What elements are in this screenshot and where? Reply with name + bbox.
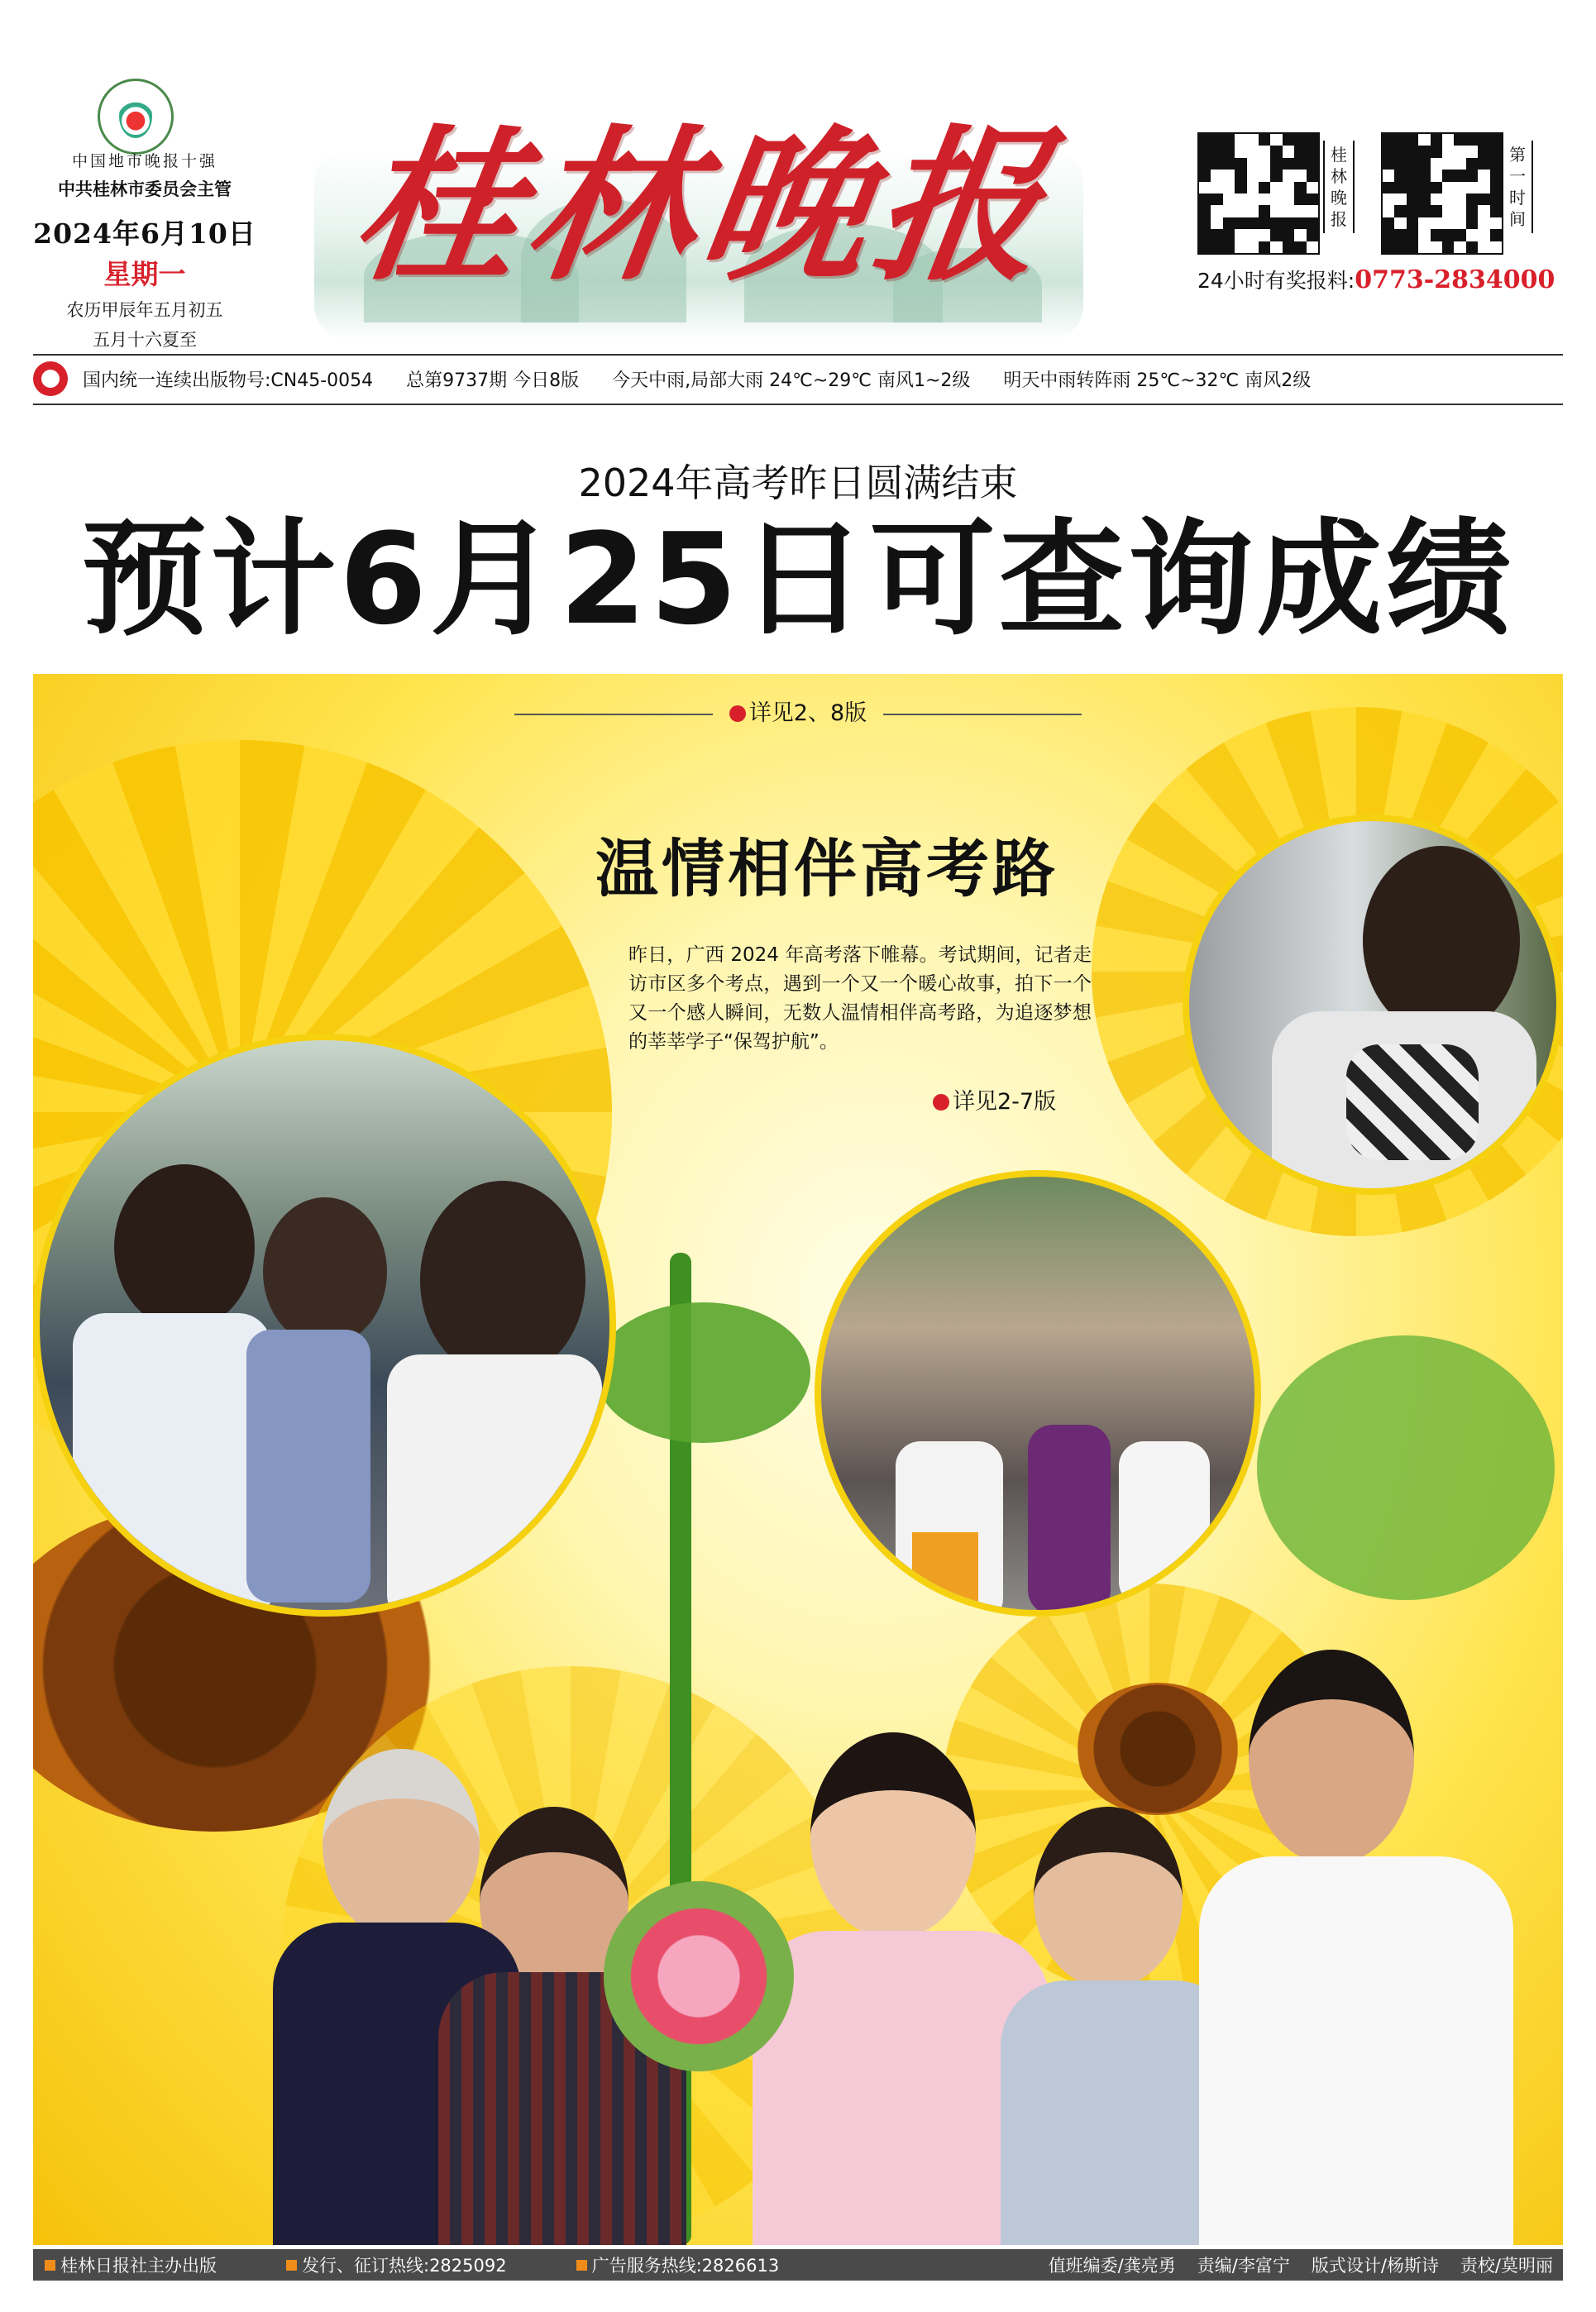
qr-code-icon[interactable] — [1197, 132, 1320, 255]
masthead-left-info — [33, 149, 256, 351]
lead-see-pages[interactable] — [0, 695, 1596, 727]
footer-square-icon — [45, 2260, 55, 2271]
newspaper-logo-icon — [33, 361, 68, 396]
info-bar — [33, 357, 1563, 400]
footer-ads: 广告服务热线:2826613 — [591, 2256, 780, 2276]
weekday: 星期一 — [103, 258, 186, 290]
qr-label-wanbao: 桂林晚报 — [1323, 141, 1355, 233]
lead-headline[interactable]: 预计6月25日可查询成绩 — [81, 506, 1515, 652]
tagline-top: 中国地市晚报十强 — [71, 152, 217, 170]
newspaper-title: 桂林晚报 — [342, 109, 1064, 303]
footer-bar — [33, 2249, 1563, 2281]
footer-proof: 责校/莫明丽 — [1460, 2256, 1553, 2276]
feature-see-pages-text: 详见2-7版 — [953, 1089, 1057, 1115]
issue-date: 2024年6月10日 — [33, 217, 256, 250]
solar-term: 五月十六夏至 — [93, 330, 197, 350]
hotline-label: 24小时有奖报料: — [1197, 269, 1355, 293]
footer-square-icon — [286, 2260, 297, 2271]
hotline-number: 0773-2834000 — [1355, 265, 1555, 294]
tagline-supervisor: 中共桂林市委员会主管 — [58, 179, 232, 199]
footer-editor: 责编/李富宁 — [1197, 2256, 1290, 2276]
feature-title[interactable]: 温情相伴高考路 — [595, 832, 1058, 905]
qr-code-icon[interactable] — [1381, 132, 1503, 255]
divider — [33, 404, 1563, 405]
footer-publisher: 桂林日报社主办出版 — [60, 2256, 217, 2276]
lead-kicker: 2024年高考昨日圆满结束 — [578, 461, 1018, 505]
footer-square-icon — [576, 2260, 587, 2271]
publication-number: 国内统一连续出版物号:CN45-0054 — [83, 370, 374, 391]
qr-label-first-time: 第一时间 — [1502, 141, 1533, 233]
bullet-dot-icon — [933, 1094, 949, 1111]
feature-photo-collage — [33, 674, 1563, 2245]
news-hotline — [1197, 265, 1555, 294]
lead-see-pages-text: 详见2、8版 — [748, 700, 867, 726]
photo-crowd-leaving-exam[interactable] — [815, 1170, 1261, 1617]
photo-students-with-papers[interactable] — [33, 1034, 616, 1617]
weather-today: 今天中雨,局部大雨 24℃~29℃ 南风1~2级 — [612, 370, 971, 391]
newspaper-emblem-icon — [98, 79, 174, 155]
photo-family-group[interactable] — [223, 1625, 1513, 2245]
footer-subscription: 发行、征订热线:2825092 — [302, 2256, 507, 2276]
footer-design: 版式设计/杨斯诗 — [1311, 2256, 1439, 2276]
divider — [33, 354, 1563, 356]
issue-info: 总第9737期 今日8版 — [406, 370, 580, 391]
weather-tomorrow: 明天中雨转阵雨 25℃~32℃ 南风2级 — [1003, 370, 1312, 391]
feature-body: 昨日，广西 2024 年高考落下帷幕。考试期间，记者走访市区多个考点，遇到一个又一个暖心故事，拍下一个又一个感人瞬间，无数人温情相伴高考路，为追逐梦想的莘莘学子“保驾护航”。 — [628, 944, 1092, 1053]
photo-father-at-gate[interactable] — [1183, 814, 1563, 1195]
feature-see-pages[interactable] — [933, 1083, 1056, 1115]
bullet-dot-icon — [729, 705, 746, 722]
footer-duty-editor: 值班编委/龚亮勇 — [1048, 2256, 1176, 2276]
lunar-date: 农历甲辰年五月初五 — [66, 300, 223, 320]
